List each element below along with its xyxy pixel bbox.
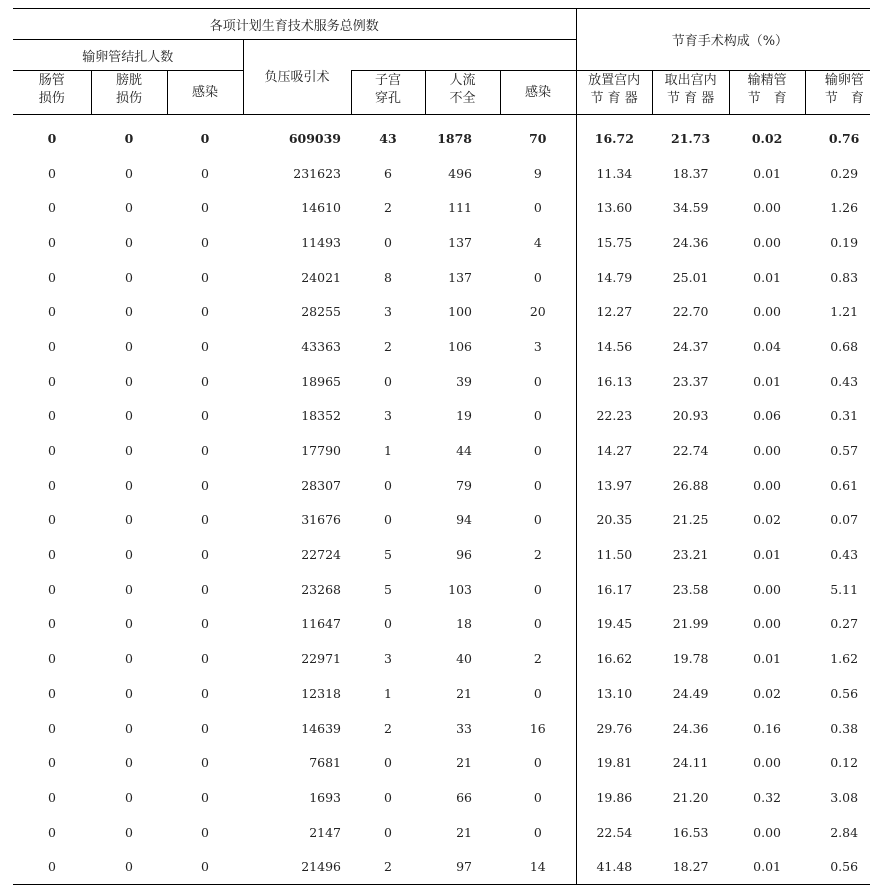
cell-intestine-injury: 0 [13,849,91,884]
col-header-iud-removal: 取出宫内 节 育 器 [652,71,729,115]
cell-incomplete-abortion: 40 [456,651,472,667]
cell-uterine-perforation: 1 [384,685,392,701]
cell-infection-2: 14 [500,849,576,884]
cell-uterine-perforation: 2 [384,200,392,216]
cell-vasectomy: 0.01 [753,651,782,667]
cell-infection-1: 0 [201,720,209,736]
cell-iud-insertion: 12.27 [576,294,652,329]
cell-vacuum-aspiration: 609039 [288,130,341,146]
table-row [13,503,870,538]
cell-uterine-perforation: 0 [384,755,392,771]
cell-iud-insertion: 14.27 [576,433,652,468]
cell-tubal-sterilization: 0.07 [830,512,859,528]
cell-intestine-injury: 0 [48,477,56,493]
cell-infection-2: 0 [533,512,542,528]
cell-vasectomy: 0.00 [753,755,782,771]
col-header-infection-2: 感染 [500,71,576,115]
cell-iud-insertion: 19.45 [576,607,652,642]
cell-infection-1: 0 [201,547,209,563]
table-row [13,364,870,399]
table-row-total [13,115,870,156]
cell-incomplete-abortion: 18 [456,616,472,632]
cell-bladder-injury: 0 [125,165,133,181]
cell-bladder-injury: 0 [125,234,133,250]
cell-vasectomy: 0.00 [753,200,782,216]
cell-vacuum-aspiration: 11493 [301,234,341,250]
cell-bladder-injury: 0 [125,616,133,632]
table-row [13,815,870,850]
cell-incomplete-abortion: 21 [456,685,472,701]
cell-uterine-perforation: 0 [384,234,392,250]
table-row [13,260,870,295]
cell-vasectomy: 0.04 [753,338,782,354]
col-header-vacuum-aspiration: 负压吸引术 [243,40,351,115]
cell-infection-2: 0 [533,408,542,424]
cell-incomplete-abortion: 21 [456,755,472,771]
cell-iud-insertion: 11.34 [576,156,652,191]
cell-iud-removal: 20.93 [672,408,709,424]
cell-iud-insertion: 22.54 [576,815,652,850]
cell-infection-1: 0 [201,477,209,493]
cell-iud-removal: 25.01 [672,269,709,285]
cell-vacuum-aspiration: 17790 [301,443,341,459]
cell-iud-insertion: 13.10 [576,676,652,711]
table-row [13,537,870,572]
cell-incomplete-abortion: 33 [456,720,472,736]
cell-infection-1: 0 [201,512,209,528]
cell-iud-removal: 24.37 [672,338,709,354]
cell-incomplete-abortion: 79 [456,477,472,493]
cell-tubal-sterilization: 0.27 [830,616,859,632]
cell-infection-2: 16 [529,720,546,736]
cell-intestine-injury: 0 [48,755,56,771]
cell-infection-2: 2 [533,547,542,563]
cell-uterine-perforation: 43 [379,130,397,146]
cell-vacuum-aspiration: 28255 [301,304,341,320]
cell-vasectomy: 0.02 [753,685,782,701]
cell-vasectomy: 0.00 [753,304,782,320]
cell-iud-insertion: 13.60 [576,190,652,225]
cell-iud-insertion: 13.97 [576,468,652,503]
table-row [13,711,870,746]
cell-vasectomy: 0.16 [753,720,782,736]
cell-incomplete-abortion: 21 [456,824,472,840]
cell-infection-1: 0 [201,443,209,459]
cell-bladder-injury: 0 [125,547,133,563]
cell-infection-1: 0 [201,338,209,354]
cell-uterine-perforation: 5 [384,547,392,563]
cell-vasectomy: 0.01 [753,547,782,563]
cell-iud-insertion: 19.81 [576,745,652,780]
cell-tubal-sterilization: 0.83 [830,269,859,285]
cell-tubal-sterilization: 0.57 [830,443,859,459]
cell-bladder-injury: 0 [125,789,133,805]
table-row [13,399,870,434]
cell-incomplete-abortion: 96 [456,547,472,563]
cell-uterine-perforation: 2 [384,720,392,736]
cell-iud-removal: 34.59 [672,200,709,216]
cell-vacuum-aspiration: 23268 [301,581,341,597]
cell-iud-insertion: 14.56 [576,329,652,364]
cell-intestine-injury: 0 [48,651,56,667]
cell-tubal-sterilization: 1.62 [830,651,859,667]
table-row [13,780,870,815]
col-header-bladder-injury: 膀胱 损伤 [91,71,167,115]
col-header-vasectomy: 输精管 节 育 [729,71,805,115]
cell-intestine-injury: 0 [48,547,56,563]
cell-tubal-sterilization: 0.68 [830,338,859,354]
cell-uterine-perforation: 2 [384,338,392,354]
cell-incomplete-abortion: 137 [448,234,472,250]
cell-intestine-injury: 0 [48,234,56,250]
cell-bladder-injury: 0 [125,824,133,840]
cell-uterine-perforation: 0 [384,789,392,805]
cell-intestine-injury: 0 [48,443,56,459]
cell-tubal-sterilization: 0.43 [830,373,859,389]
table-row [13,745,870,780]
cell-iud-removal: 24.11 [672,755,709,771]
cell-infection-1: 0 [201,824,209,840]
cell-tubal-sterilization: 0.43 [830,547,859,563]
cell-vasectomy: 0.01 [753,269,782,285]
cell-infection-1: 0 [201,165,209,181]
cell-uterine-perforation: 8 [384,269,392,285]
cell-vasectomy: 0.32 [753,789,782,805]
cell-incomplete-abortion: 97 [425,849,500,884]
cell-tubal-sterilization: 0.56 [830,685,859,701]
cell-vacuum-aspiration: 22724 [301,547,341,563]
cell-vasectomy: 0.01 [753,373,782,389]
cell-bladder-injury: 0 [125,581,133,597]
cell-uterine-perforation: 6 [384,165,392,181]
cell-vacuum-aspiration: 18965 [301,373,341,389]
col-header-iud-insertion: 放置宫内 节 育 器 [576,71,652,115]
cell-infection-1: 0 [201,408,209,424]
cell-vasectomy: 0.02 [751,130,783,146]
cell-intestine-injury: 0 [48,338,56,354]
cell-infection-2: 3 [533,338,542,354]
cell-infection-2: 0 [533,581,542,597]
cell-infection-1: 0 [201,581,209,597]
cell-incomplete-abortion: 106 [448,338,472,354]
cell-tubal-sterilization: 5.11 [830,581,859,597]
cell-iud-insertion: 20.35 [576,503,652,538]
cell-iud-removal: 19.78 [672,651,709,667]
cell-infection-1: 0 [200,130,210,146]
cell-vacuum-aspiration: 43363 [301,338,341,354]
cell-infection-1: 0 [201,373,209,389]
statistics-table-container [13,8,864,885]
cell-iud-insertion: 19.86 [576,780,652,815]
cell-intestine-injury: 0 [48,720,56,736]
table-row [13,676,870,711]
table-body [13,115,870,885]
cell-vacuum-aspiration: 14639 [301,720,341,736]
cell-incomplete-abortion: 137 [448,269,472,285]
cell-vacuum-aspiration: 1693 [309,789,341,805]
cell-incomplete-abortion: 496 [448,165,472,181]
cell-vacuum-aspiration: 231623 [293,165,341,181]
cell-iud-removal: 22.74 [672,443,709,459]
cell-vacuum-aspiration: 28307 [301,477,341,493]
cell-infection-1: 0 [201,269,209,285]
cell-vacuum-aspiration: 24021 [301,269,341,285]
cell-bladder-injury: 0 [125,477,133,493]
cell-iud-insertion: 11.50 [576,537,652,572]
cell-vasectomy: 0.00 [753,234,782,250]
table-row [13,433,870,468]
table-row [13,329,870,364]
group-header-total: 各项计划生育技术服务总例数 [13,9,576,40]
cell-iud-removal: 23.37 [672,373,709,389]
cell-incomplete-abortion: 44 [456,443,472,459]
cell-iud-removal: 21.99 [672,616,709,632]
cell-vacuum-aspiration: 21496 [243,849,351,884]
cell-uterine-perforation: 1 [384,443,392,459]
cell-iud-removal: 16.53 [672,824,709,840]
cell-incomplete-abortion: 39 [456,373,472,389]
cell-bladder-injury: 0 [125,755,133,771]
cell-uterine-perforation: 5 [384,581,392,597]
cell-vasectomy: 0.00 [753,477,782,493]
cell-vacuum-aspiration: 31676 [301,512,341,528]
cell-bladder-injury: 0 [125,651,133,667]
table-row [13,572,870,607]
cell-iud-removal: 18.37 [672,165,709,181]
group-header-ratio: 节育手术构成（%） [576,9,870,71]
cell-vasectomy: 0.00 [753,581,782,597]
cell-vacuum-aspiration: 22971 [301,651,341,667]
cell-infection-2: 0 [533,824,542,840]
cell-intestine-injury: 0 [48,373,56,389]
cell-intestine-injury: 0 [48,200,56,216]
cell-iud-insertion: 15.75 [576,225,652,260]
cell-infection-1: 0 [201,651,209,667]
cell-tubal-sterilization: 0.29 [830,165,859,181]
cell-bladder-injury: 0 [125,512,133,528]
cell-iud-removal: 24.36 [672,720,709,736]
cell-uterine-perforation: 0 [384,373,392,389]
cell-intestine-injury: 0 [48,165,56,181]
cell-iud-removal: 21.20 [672,789,709,805]
cell-intestine-injury: 0 [48,789,56,805]
cell-infection-2: 4 [533,234,542,250]
cell-vasectomy: 0.00 [753,824,782,840]
cell-intestine-injury: 0 [48,581,56,597]
cell-infection-1: 0 [201,200,209,216]
cell-bladder-injury: 0 [125,443,133,459]
family-planning-table [13,8,870,885]
cell-bladder-injury: 0 [125,304,133,320]
cell-iud-insertion: 16.17 [576,572,652,607]
cell-infection-2: 9 [533,165,542,181]
table-row [13,641,870,676]
cell-uterine-perforation: 0 [384,824,392,840]
cell-infection-2: 70 [529,130,547,146]
cell-iud-removal: 23.58 [672,581,709,597]
cell-uterine-perforation: 2 [351,849,425,884]
cell-bladder-injury: 0 [125,338,133,354]
col-header-intestine-injury: 肠管 损伤 [13,71,91,115]
table-row [13,190,870,225]
cell-infection-2: 20 [529,304,546,320]
cell-iud-removal: 26.88 [672,477,709,493]
cell-intestine-injury: 0 [48,408,56,424]
col-header-incomplete-abortion: 人流 不全 [425,71,500,115]
cell-tubal-sterilization: 0.31 [830,408,859,424]
cell-iud-removal: 24.36 [672,234,709,250]
cell-incomplete-abortion: 19 [456,408,472,424]
cell-tubal-sterilization: 0.19 [830,234,859,250]
cell-incomplete-abortion: 100 [448,304,472,320]
cell-iud-removal: 21.73 [671,130,711,146]
cell-vasectomy: 0.01 [729,849,805,884]
cell-intestine-injury: 0 [48,304,56,320]
cell-infection-1: 0 [201,755,209,771]
cell-bladder-injury: 0 [91,849,167,884]
cell-intestine-injury: 0 [47,130,57,146]
col-header-infection-1: 感染 [167,71,243,115]
cell-incomplete-abortion: 1878 [437,130,472,146]
cell-incomplete-abortion: 94 [456,512,472,528]
cell-intestine-injury: 0 [48,512,56,528]
cell-intestine-injury: 0 [48,269,56,285]
cell-infection-2: 0 [533,269,542,285]
cell-iud-insertion: 14.79 [576,260,652,295]
cell-vacuum-aspiration: 2147 [309,824,341,840]
cell-tubal-sterilization: 1.26 [830,200,859,216]
cell-bladder-injury: 0 [125,720,133,736]
cell-infection-2: 0 [533,755,542,771]
cell-bladder-injury: 0 [125,373,133,389]
table-row [13,849,870,884]
cell-intestine-injury: 0 [48,824,56,840]
cell-infection-2: 0 [533,685,542,701]
cell-iud-insertion: 22.23 [576,399,652,434]
cell-vacuum-aspiration: 18352 [301,408,341,424]
cell-iud-removal: 21.25 [672,512,709,528]
cell-tubal-sterilization: 3.08 [830,789,859,805]
cell-iud-insertion: 29.76 [576,711,652,746]
cell-tubal-sterilization: 0.56 [805,849,870,884]
cell-uterine-perforation: 0 [384,616,392,632]
cell-vasectomy: 0.06 [753,408,782,424]
cell-infection-1: 0 [201,789,209,805]
cell-iud-removal: 23.21 [672,547,709,563]
cell-infection-1: 0 [167,849,243,884]
cell-vasectomy: 0.02 [753,512,782,528]
cell-iud-insertion: 16.62 [576,641,652,676]
cell-infection-1: 0 [201,304,209,320]
cell-vasectomy: 0.00 [753,616,782,632]
cell-iud-removal: 18.27 [652,849,729,884]
cell-infection-2: 0 [533,200,542,216]
cell-tubal-sterilization: 0.12 [830,755,859,771]
cell-vacuum-aspiration: 14610 [301,200,341,216]
cell-uterine-perforation: 0 [384,477,392,493]
table-row [13,468,870,503]
cell-iud-removal: 22.70 [672,304,709,320]
cell-vacuum-aspiration: 11647 [301,616,341,632]
cell-iud-insertion: 41.48 [576,849,652,884]
cell-intestine-injury: 0 [48,616,56,632]
cell-bladder-injury: 0 [125,269,133,285]
cell-uterine-perforation: 3 [384,651,392,667]
cell-tubal-sterilization: 0.38 [830,720,859,736]
cell-vasectomy: 0.00 [753,443,782,459]
cell-infection-1: 0 [201,616,209,632]
cell-bladder-injury: 0 [125,685,133,701]
table-row [13,607,870,642]
cell-bladder-injury: 0 [125,408,133,424]
table-row [13,294,870,329]
cell-iud-removal: 24.49 [672,685,709,701]
cell-vacuum-aspiration: 12318 [301,685,341,701]
cell-vacuum-aspiration: 7681 [309,755,341,771]
subheader-tubal-ligation: 输卵管结扎人数 [13,40,243,71]
cell-infection-1: 0 [201,234,209,250]
cell-vasectomy: 0.01 [753,165,782,181]
cell-tubal-sterilization: 0.61 [830,477,859,493]
cell-infection-2: 2 [533,651,542,667]
cell-incomplete-abortion: 66 [456,789,472,805]
cell-iud-insertion: 16.13 [576,364,652,399]
table-row [13,156,870,191]
cell-infection-2: 0 [533,373,542,389]
col-header-uterine-perforation: 子宫 穿孔 [351,71,425,115]
cell-uterine-perforation: 3 [384,408,392,424]
cell-infection-2: 0 [533,789,542,805]
subheader-blank [351,40,576,71]
cell-tubal-sterilization: 0.76 [828,130,860,146]
cell-infection-2: 0 [533,616,542,632]
cell-incomplete-abortion: 103 [448,581,472,597]
cell-tubal-sterilization: 2.84 [830,824,859,840]
cell-uterine-perforation: 3 [384,304,392,320]
col-header-tubal-sterilization: 输卵管 节 育 [805,71,870,115]
cell-uterine-perforation: 0 [384,512,392,528]
cell-incomplete-abortion: 111 [448,200,472,216]
cell-infection-2: 0 [533,443,542,459]
cell-intestine-injury: 0 [48,685,56,701]
cell-tubal-sterilization: 1.21 [830,304,859,320]
cell-infection-2: 0 [533,477,542,493]
cell-bladder-injury: 0 [124,130,134,146]
cell-iud-insertion: 16.72 [576,115,652,156]
table-row [13,225,870,260]
cell-bladder-injury: 0 [125,200,133,216]
cell-infection-1: 0 [201,685,209,701]
